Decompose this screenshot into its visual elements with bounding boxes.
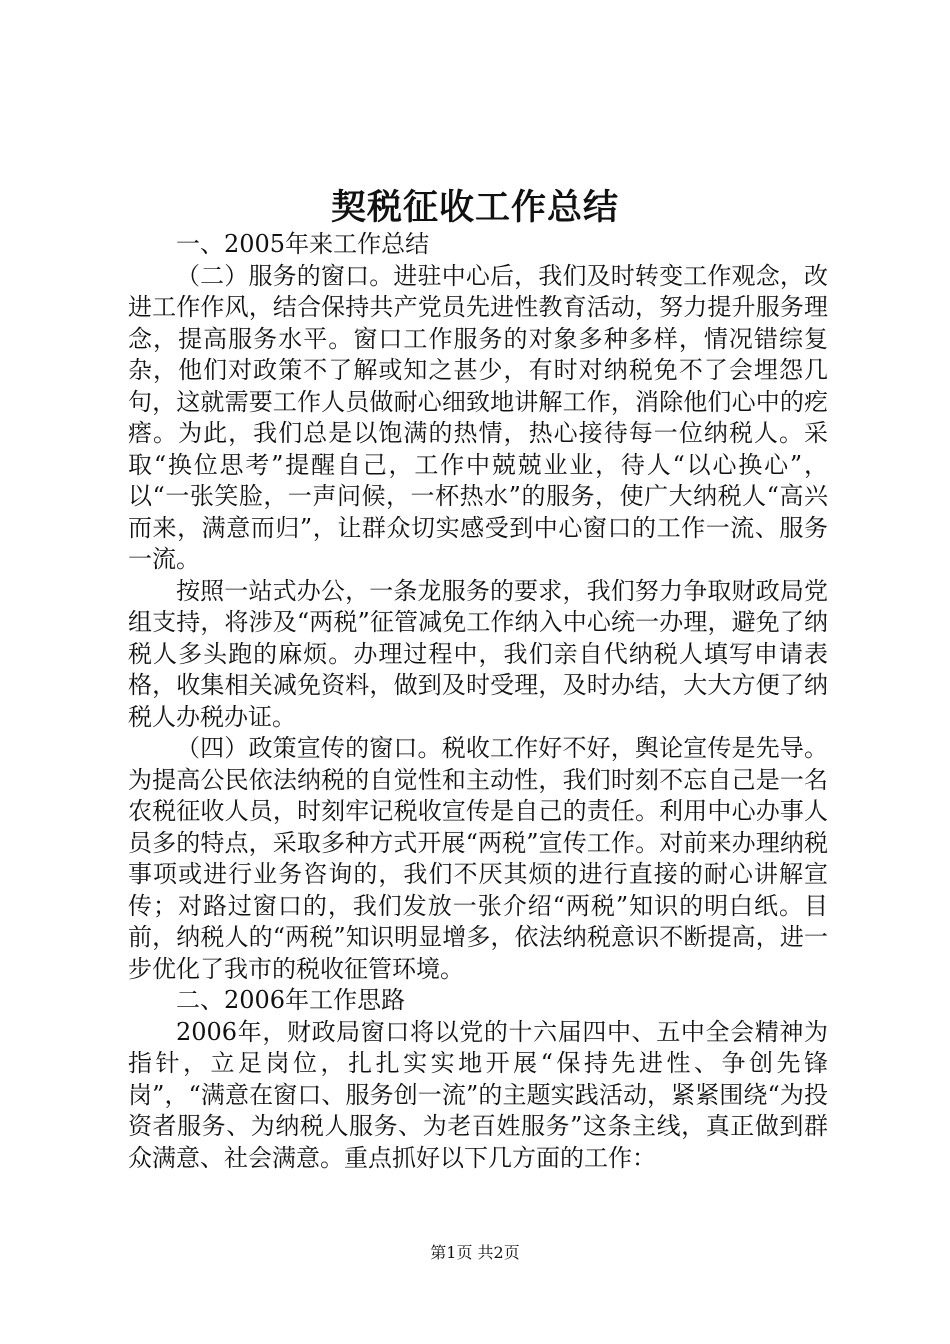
page-footer: 第1页 共2页 [430,1243,520,1262]
section-heading-2005: 一、2005年来工作总结 [176,230,430,258]
paragraph-one-stop-service: 按照一站式办公，一条龙服务的要求，我们努力争取财政局党组支持，将涉及“两税”征管减免工作纳入中心统一办理，避免了纳税人多头跑的麻烦。办理过程中，我们亲自代纳税人填写申请表格，收集相关减免资料，做到及时受理，及时办结，大大方便了纳税人办税办证。 [128,576,828,731]
document-title: 契税征收工作总结 [330,188,619,228]
paragraph-service-window: （二）服务的窗口。进驻中心后，我们及时转变工作观念，改进工作作风，结合保持共产党员先进性教育活动，努力提升服务理念，提高服务水平。窗口工作服务的对象多种多样，情况错综复杂，他们对政策不了解或知之甚少，有时对纳税免不了会埋怨几句，这就需要工作人员做耐心细致地讲解工作，消除他们心中的疙瘩。为此，我们总是以饱满的热情，热心接待每一位纳税人。采取“换位思考”提醒自己，工作中兢兢业业，待人“以心换心”，以“一张笑脸，一声问候，一杯热水”的服务，使广大纳税人“高兴而来，满意而归”，让群众切实感受到中心窗口的工作一流、服务一流。 [128,261,828,573]
section-heading-2006: 二、2006年工作思路 [176,986,406,1014]
document-body [128,229,828,1174]
paragraph-2006-plan: 2006年，财政局窗口将以党的十六届四中、五中全会精神为指针，立足岗位，扎扎实实地开展“保持先进性、争创先锋岗”，“满意在窗口、服务创一流”的主题实践活动，紧紧围绕“为投资者服务、为纳税人服务、为老百姓服务”这条主线，真正做到群众满意、社会满意。重点抓好以下几方面的工作： [128,1017,828,1172]
paragraph-policy-publicity: （四）政策宣传的窗口。税收工作好不好，舆论宣传是先导。为提高公民依法纳税的自觉性和主动性，我们时刻不忘自己是一名农税征收人员，时刻牢记税收宣传是自己的责任。利用中心办事人员多的特点，采取多种方式开展“两税”宣传工作。对前来办理纳税事项或进行业务咨询的，我们不厌其烦的进行直接的耐心讲解宣传；对路过窗口的，我们发放一张介绍“两税”知识的明白纸。目前，纳税人的“两税”知识明显增多，依法纳税意识不断提高，进一步优化了我市的税收征管环境。 [128,734,828,983]
